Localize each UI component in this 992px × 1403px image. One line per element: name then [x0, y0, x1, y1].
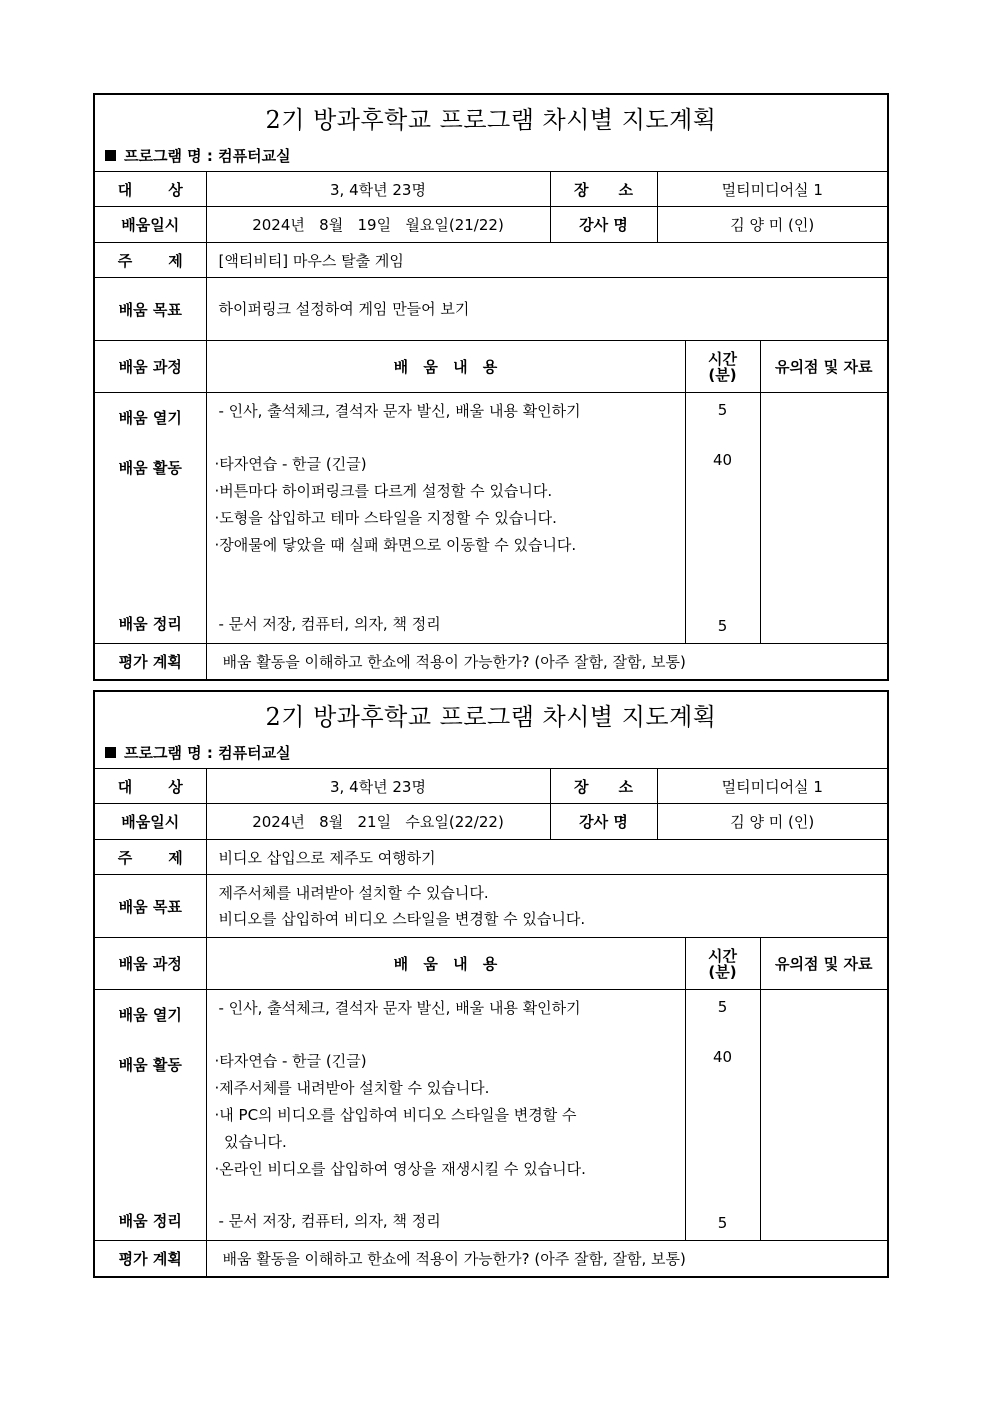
goal-row [95, 278, 887, 341]
activity-line: ·타자연습 - 한글 (긴글) [214, 1052, 367, 1070]
activity-line: 있습니다. [214, 1133, 287, 1151]
target-label: 대 상 [95, 172, 206, 207]
open-line: - 인사, 출석체크, 결석자 문자 발신, 배울 내용 확인하기 [218, 402, 581, 420]
activity-line: ·내 PC의 비디오를 삽입하여 비디오 스타일을 변경할 수 [214, 1106, 577, 1124]
stage-contents [206, 393, 685, 644]
content-header: 배 움 내 용 [206, 938, 685, 990]
activity-line: ·제주서체를 내려받아 설치할 수 있습니다. [214, 1079, 490, 1097]
square-bullet-icon [105, 150, 116, 161]
date-row [95, 207, 887, 243]
place-value: 멀티미디어실 1 [657, 172, 887, 207]
date-label: 배움일시 [95, 804, 206, 840]
time-header-line2: (분) [708, 962, 737, 981]
evaluation-label: 평가 계획 [95, 644, 206, 680]
date-label: 배움일시 [95, 207, 206, 243]
stage-times [685, 990, 760, 1241]
stage-activity-name: 배움 활동 [118, 1056, 182, 1074]
goal-value [206, 875, 887, 938]
close-line: - 문서 저장, 컴퓨터, 의자, 책 정리 [218, 1212, 441, 1230]
topic-value: [액티비티] 마우스 탈출 게임 [206, 243, 887, 278]
activity-line: ·장애물에 닿았을 때 실패 화면으로 이동할 수 있습니다. [214, 536, 577, 554]
goal-line: 비디오를 삽입하여 비디오 스타일을 변경할 수 있습니다. [218, 910, 586, 928]
plan-table [95, 171, 887, 680]
stage-names [95, 990, 206, 1241]
place-value: 멀티미디어실 1 [657, 769, 887, 804]
target-row [95, 769, 887, 804]
activity-lines [215, 1048, 586, 1183]
date-row [95, 804, 887, 840]
plan-title: 2기 방과후학교 프로그램 차시별 지도계획 [265, 105, 717, 134]
stage-open-name: 배움 열기 [118, 1006, 182, 1024]
evaluation-value: 배움 활동을 이해하고 한쇼에 적용이 가능한가? (아주 잘함, 잘함, 보통) [206, 1241, 887, 1277]
stage-open-name: 배움 열기 [118, 409, 182, 427]
plan-title: 2기 방과후학교 프로그램 차시별 지도계획 [265, 702, 717, 731]
topic-row [95, 840, 887, 875]
stage-activity-time: 40 [712, 1048, 733, 1066]
instructor-value: 김 양 미 (인) [657, 207, 887, 243]
date-value: 2024년 8월 19일 월요일(21/22) [206, 207, 550, 243]
program-name-row [95, 736, 887, 768]
evaluation-label: 평가 계획 [95, 1241, 206, 1277]
activity-line: ·버튼마다 하이퍼링크를 다르게 설정할 수 있습니다. [214, 482, 553, 500]
target-value: 3, 4학년 23명 [206, 769, 550, 804]
target-row [95, 172, 887, 207]
goal-line: 하이퍼링크 설정하여 게임 만들어 보기 [218, 299, 470, 318]
activity-lines [215, 451, 577, 559]
notes-cell [760, 393, 887, 644]
stage-names [95, 393, 206, 644]
stage-close-name: 배움 정리 [118, 615, 182, 633]
evaluation-row [95, 644, 887, 680]
goal-label: 배움 목표 [95, 278, 206, 341]
program-name-row [95, 139, 887, 171]
stage-times [685, 393, 760, 644]
process-body-row [95, 393, 887, 644]
instructor-label: 강사 명 [550, 804, 657, 840]
time-header [685, 938, 760, 990]
plan-table [95, 768, 887, 1277]
open-line: - 인사, 출석체크, 결석자 문자 발신, 배울 내용 확인하기 [218, 999, 581, 1017]
lesson-plan-1 [93, 93, 889, 681]
stage-contents [206, 990, 685, 1241]
topic-value: 비디오 삽입으로 제주도 여행하기 [206, 840, 887, 875]
notes-cell [760, 990, 887, 1241]
activity-line: ·온라인 비디오를 삽입하여 영상을 재생시킬 수 있습니다. [214, 1160, 586, 1178]
activity-line: ·타자연습 - 한글 (긴글) [214, 455, 367, 473]
place-label: 장 소 [550, 172, 657, 207]
date-value: 2024년 8월 21일 수요일(22/22) [206, 804, 550, 840]
time-header-line1: 시간 [708, 349, 737, 368]
lesson-plan-2 [93, 690, 889, 1278]
target-label: 대 상 [95, 769, 206, 804]
square-bullet-icon [105, 747, 116, 758]
goal-line: 제주서체를 내려받아 설치할 수 있습니다. [218, 884, 489, 902]
program-name: 프로그램 명 : 컴퓨터교실 [124, 146, 291, 165]
time-header-line1: 시간 [708, 946, 737, 965]
stage-close-time: 5 [717, 1214, 728, 1232]
goal-row [95, 875, 887, 938]
stage-activity-name: 배움 활동 [118, 459, 182, 477]
time-header-line2: (분) [708, 365, 737, 384]
time-header [685, 341, 760, 393]
process-header-row [95, 938, 887, 990]
stage-activity-time: 40 [712, 451, 733, 469]
stage-close-time: 5 [717, 617, 728, 635]
instructor-label: 강사 명 [550, 207, 657, 243]
stage-close-name: 배움 정리 [118, 1212, 182, 1230]
goal-label: 배움 목표 [95, 875, 206, 938]
process-header-row [95, 341, 887, 393]
target-value: 3, 4학년 23명 [206, 172, 550, 207]
goal-value [206, 278, 887, 341]
topic-label: 주 제 [95, 243, 206, 278]
evaluation-value: 배움 활동을 이해하고 한쇼에 적용이 가능한가? (아주 잘함, 잘함, 보통) [206, 644, 887, 680]
process-header: 배움 과정 [95, 938, 206, 990]
content-header: 배 움 내 용 [206, 341, 685, 393]
close-line: - 문서 저장, 컴퓨터, 의자, 책 정리 [218, 615, 441, 633]
evaluation-row [95, 1241, 887, 1277]
process-body-row [95, 990, 887, 1241]
stage-open-time: 5 [717, 401, 728, 419]
program-name: 프로그램 명 : 컴퓨터교실 [124, 743, 291, 762]
place-label: 장 소 [550, 769, 657, 804]
topic-row [95, 243, 887, 278]
topic-label: 주 제 [95, 840, 206, 875]
notes-header: 유의점 및 자료 [760, 341, 887, 393]
stage-open-time: 5 [717, 998, 728, 1016]
activity-line: ·도형을 삽입하고 테마 스타일을 지정할 수 있습니다. [214, 509, 557, 527]
notes-header: 유의점 및 자료 [760, 938, 887, 990]
instructor-value: 김 양 미 (인) [657, 804, 887, 840]
process-header: 배움 과정 [95, 341, 206, 393]
